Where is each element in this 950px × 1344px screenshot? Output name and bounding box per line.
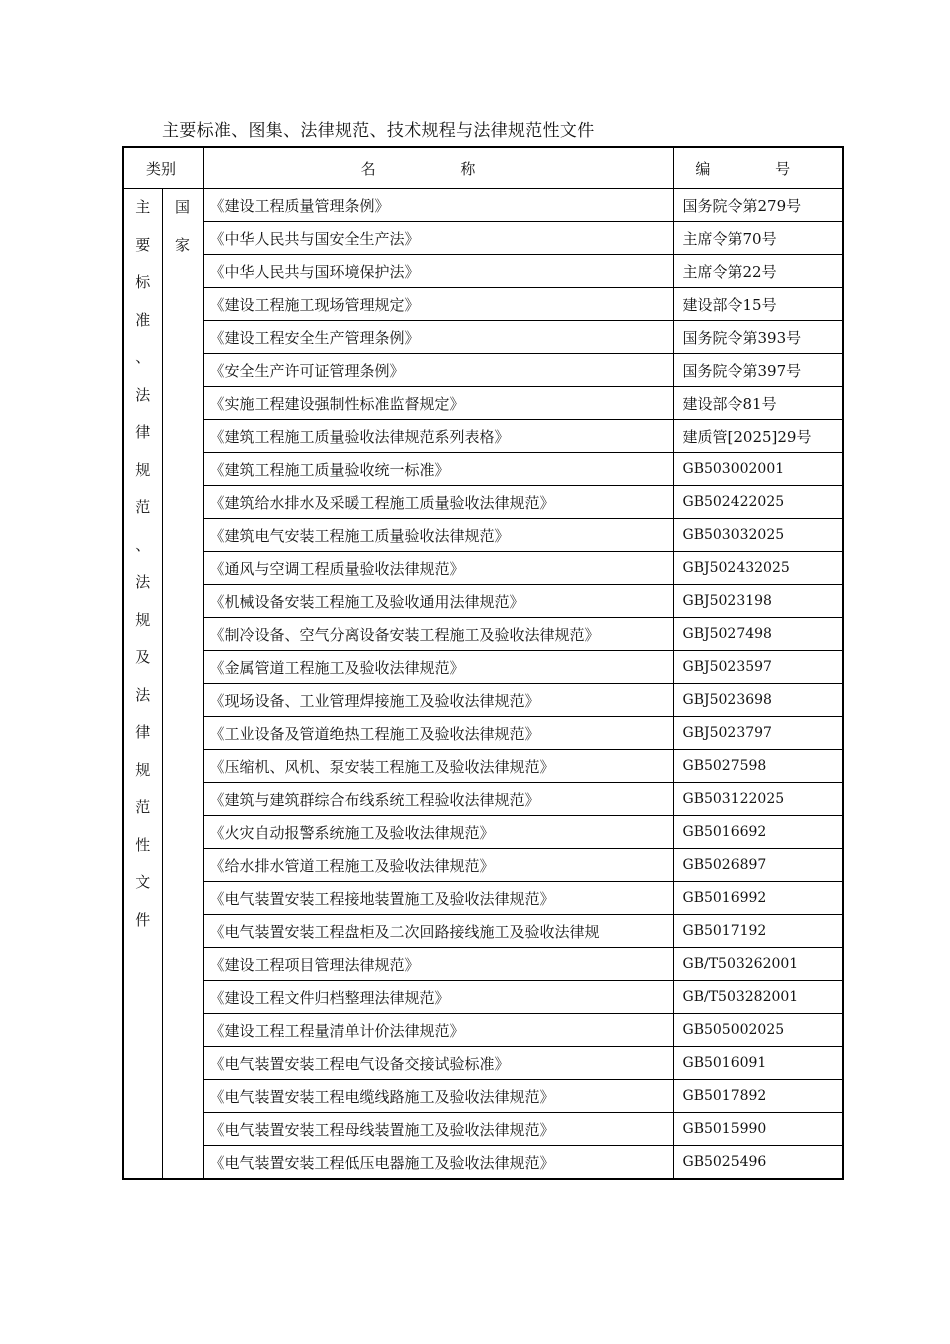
- standard-code-cell: GB5027598: [673, 750, 843, 783]
- standard-code-cell: GBJ5027498: [673, 618, 843, 651]
- category-main-char: 件: [135, 910, 151, 929]
- standard-name-cell: 《通风与空调工程质量验收法律规范》: [203, 552, 673, 585]
- standard-name-cell: 《工业设备及管道绝热工程施工及验收法律规范》: [203, 717, 673, 750]
- standard-code-cell: 主席令第22号: [673, 255, 843, 288]
- header-code: 编 号: [673, 147, 843, 189]
- standard-name-cell: 《电气装置安装工程接地装置施工及验收法律规范》: [203, 882, 673, 915]
- table-row: [123, 1014, 843, 1047]
- table-row: [123, 552, 843, 585]
- standard-name-cell: 《安全生产许可证管理条例》: [203, 354, 673, 387]
- category-main-char: 法: [135, 573, 151, 591]
- standard-code-cell: GB5017192: [673, 915, 843, 948]
- standard-code-cell: 建设部令15号: [673, 288, 843, 321]
- table-row: [123, 684, 843, 717]
- standard-code-cell: 国务院令第397号: [673, 354, 843, 387]
- standard-code-cell: GB5015990: [673, 1113, 843, 1146]
- table-header-row: [123, 147, 843, 189]
- category-main-char: 准: [135, 310, 151, 329]
- standard-name-cell: 《制冷设备、空气分离设备安装工程施工及验收法律规范》: [203, 618, 673, 651]
- table-row: [123, 783, 843, 816]
- table-row: [123, 486, 843, 519]
- table-row: [123, 1113, 843, 1146]
- standard-name-cell: 《建设工程项目管理法律规范》: [203, 948, 673, 981]
- category-main-char: 要: [135, 235, 151, 254]
- standard-code-cell: 建设部令81号: [673, 387, 843, 420]
- standard-code-cell: GB5016692: [673, 816, 843, 849]
- category-sub-char: 国: [175, 198, 191, 216]
- standard-name-cell: 《中华人民共与国安全生产法》: [203, 222, 673, 255]
- standard-code-cell: GB505002025: [673, 1014, 843, 1047]
- table-row: [123, 453, 843, 486]
- category-main-char: 律: [135, 723, 151, 741]
- standard-code-cell: GBJ5023698: [673, 684, 843, 717]
- standard-name-cell: 《电气装置安装工程电气设备交接试验标准》: [203, 1047, 673, 1080]
- standard-name-cell: 《建筑与建筑群综合布线系统工程验收法律规范》: [203, 783, 673, 816]
- table-row: [123, 750, 843, 783]
- table-row: [123, 816, 843, 849]
- standard-code-cell: GBJ5023797: [673, 717, 843, 750]
- category-sub-cell: [162, 189, 203, 1180]
- category-main-char: 主: [135, 198, 151, 216]
- category-main-char: 及: [135, 648, 151, 666]
- header-name: 名 称: [203, 147, 673, 189]
- standard-name-cell: 《电气装置安装工程低压电器施工及验收法律规范》: [203, 1146, 673, 1180]
- table-row: [123, 288, 843, 321]
- category-main-char: 范: [135, 798, 151, 816]
- standard-code-cell: GBJ5023597: [673, 651, 843, 684]
- standard-code-cell: GB5026897: [673, 849, 843, 882]
- category-main-char: 标: [135, 273, 151, 291]
- table-row: [123, 519, 843, 552]
- table-row: [123, 651, 843, 684]
- standard-name-cell: 《建筑工程施工质量验收统一标准》: [203, 453, 673, 486]
- category-main-cell: [123, 189, 162, 1180]
- standard-name-cell: 《压缩机、风机、泵安装工程施工及验收法律规范》: [203, 750, 673, 783]
- standard-code-cell: GB5016091: [673, 1047, 843, 1080]
- table-row: [123, 1080, 843, 1113]
- table-row: [123, 1047, 843, 1080]
- standard-name-cell: 《建设工程施工现场管理规定》: [203, 288, 673, 321]
- standard-code-cell: GB5025496: [673, 1146, 843, 1180]
- standard-name-cell: 《现场设备、工业管理焊接施工及验收法律规范》: [203, 684, 673, 717]
- standard-name-cell: 《给水排水管道工程施工及验收法律规范》: [203, 849, 673, 882]
- category-main-char: 法: [135, 685, 151, 704]
- standard-code-cell: 国务院令第393号: [673, 321, 843, 354]
- standard-name-cell: 《电气装置安装工程盘柜及二次回路接线施工及验收法律规: [203, 915, 673, 948]
- standard-code-cell: GB/T503282001: [673, 981, 843, 1014]
- standard-code-cell: GB5016992: [673, 882, 843, 915]
- table-row: [123, 882, 843, 915]
- category-main-char: 范: [135, 498, 151, 516]
- standard-name-cell: 《建设工程工程量清单计价法律规范》: [203, 1014, 673, 1047]
- standard-code-cell: GB/T503262001: [673, 948, 843, 981]
- table-row: [123, 585, 843, 618]
- standard-name-cell: 《实施工程建设强制性标准监督规定》: [203, 387, 673, 420]
- standard-code-cell: GB503032025: [673, 519, 843, 552]
- table-row: [123, 354, 843, 387]
- table-row: [123, 849, 843, 882]
- table-row: [123, 387, 843, 420]
- standard-name-cell: 《建筑电气安装工程施工质量验收法律规范》: [203, 519, 673, 552]
- standard-code-cell: GB503002001: [673, 453, 843, 486]
- standard-name-cell: 《火灾自动报警系统施工及验收法律规范》: [203, 816, 673, 849]
- table-row: [123, 1146, 843, 1180]
- table-row: [123, 618, 843, 651]
- standard-name-cell: 《电气装置安装工程母线装置施工及验收法律规范》: [203, 1113, 673, 1146]
- table-row: [123, 321, 843, 354]
- category-main-char: 规: [135, 460, 151, 479]
- standard-name-cell: 《机械设备安装工程施工及验收通用法律规范》: [203, 585, 673, 618]
- standard-code-cell: GB5017892: [673, 1080, 843, 1113]
- table-row: [123, 948, 843, 981]
- standards-table: [122, 146, 844, 1180]
- standard-name-cell: 《电气装置安装工程电缆线路施工及验收法律规范》: [203, 1080, 673, 1113]
- standard-code-cell: 主席令第70号: [673, 222, 843, 255]
- header-category: 类别: [123, 147, 203, 189]
- category-main-char: 性: [135, 835, 151, 854]
- standard-name-cell: 《建设工程质量管理条例》: [203, 189, 673, 222]
- table-row: [123, 420, 843, 453]
- table-row: [123, 717, 843, 750]
- standard-name-cell: 《建筑工程施工质量验收法律规范系列表格》: [203, 420, 673, 453]
- category-main-char: 规: [135, 610, 151, 629]
- category-main-char: 法: [135, 385, 151, 404]
- standard-name-cell: 《建设工程安全生产管理条例》: [203, 321, 673, 354]
- standard-code-cell: 国务院令第279号: [673, 189, 843, 222]
- category-main-char: 律: [135, 423, 151, 441]
- standard-code-cell: GBJ502432025: [673, 552, 843, 585]
- standard-code-cell: GB502422025: [673, 486, 843, 519]
- category-main-char: 文: [135, 873, 151, 891]
- table-row: [123, 915, 843, 948]
- table-row: [123, 222, 843, 255]
- category-main-char: 、: [135, 535, 151, 554]
- standard-code-cell: GBJ5023198: [673, 585, 843, 618]
- standard-name-cell: 《建筑给水排水及采暖工程施工质量验收法律规范》: [203, 486, 673, 519]
- standard-name-cell: 《中华人民共与国环境保护法》: [203, 255, 673, 288]
- standard-code-cell: GB503122025: [673, 783, 843, 816]
- category-main-char: 、: [135, 348, 151, 366]
- category-sub-char: 家: [175, 235, 191, 254]
- standard-name-cell: 《建设工程文件归档整理法律规范》: [203, 981, 673, 1014]
- document-title: 主要标准、图集、法律规范、技术规程与法律规范性文件: [162, 121, 595, 141]
- table-row: [123, 981, 843, 1014]
- table-row: [123, 189, 843, 222]
- table-row: [123, 255, 843, 288]
- category-main-char: 规: [135, 760, 151, 779]
- standard-name-cell: 《金属管道工程施工及验收法律规范》: [203, 651, 673, 684]
- standard-code-cell: 建质管[2025]29号: [673, 420, 843, 453]
